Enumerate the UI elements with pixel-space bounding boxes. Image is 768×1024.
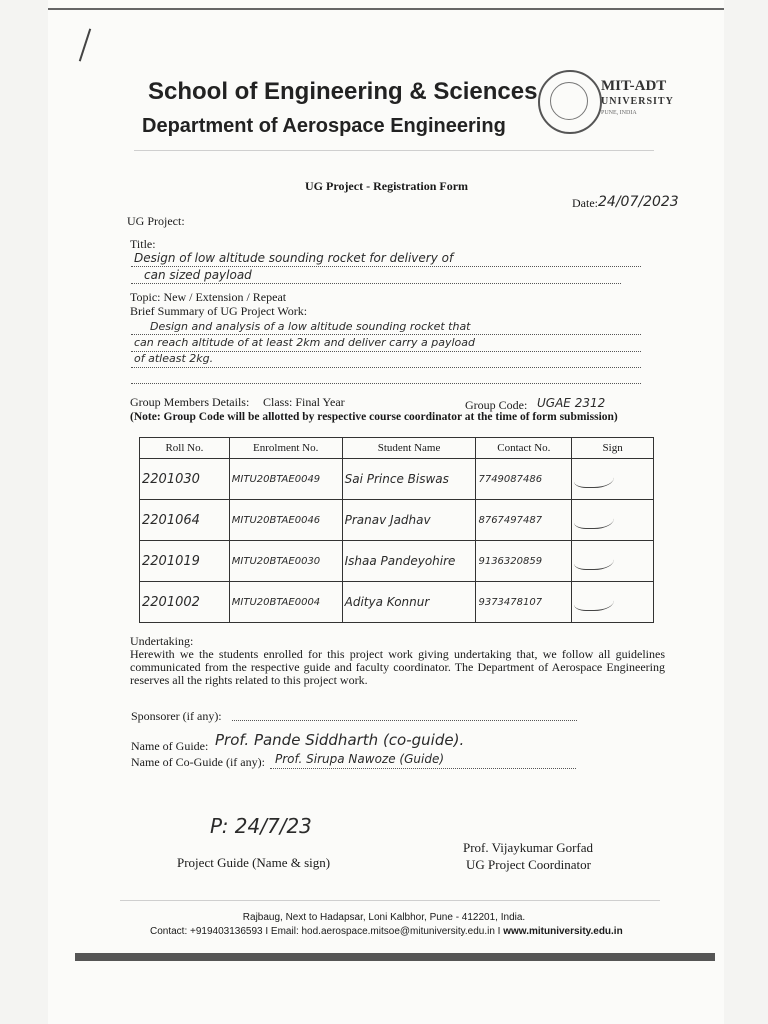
signature-cell: [572, 582, 654, 623]
contact-cell: 9373478107: [476, 582, 572, 623]
coguide-value: Prof. Sirupa Nawoze (Guide): [275, 752, 445, 766]
roll-no-cell: 2201002: [140, 582, 230, 623]
column-header: Sign: [572, 438, 654, 459]
project-title-line2: can sized payload: [144, 268, 252, 282]
coguide-dotted-line: [270, 768, 576, 769]
group-code-note: (Note: Group Code will be allotted by respective course coordinator at the time of form submission): [130, 411, 618, 423]
roll-no-cell: 2201019: [140, 541, 230, 582]
title-dotted-line: [131, 266, 641, 267]
footer-divider: [120, 900, 660, 901]
summary-dotted-line-4: [131, 383, 641, 384]
sponsorer-label: Sponsorer (if any):: [131, 709, 222, 723]
ug-project-label: UG Project:: [127, 214, 185, 228]
university-seal-icon: [538, 70, 602, 134]
summary-label: Brief Summary of UG Project Work:: [130, 304, 308, 318]
coguide-label: Name of Co-Guide (if any):: [131, 755, 265, 769]
sponsorer-dotted-line: [232, 720, 577, 721]
logo-location: PUNE, INDIA: [601, 110, 637, 116]
summary-line3: of atleast 2kg.: [134, 352, 214, 365]
enrolment-cell: MITU20BTAE0049: [229, 459, 342, 500]
table-row: [140, 500, 654, 541]
column-header: Contact No.: [476, 438, 572, 459]
student-name-cell: Ishaa Pandeyohire: [342, 541, 476, 582]
student-name-cell: Aditya Konnur: [342, 582, 476, 623]
group-code-label: Group Code:: [465, 398, 528, 412]
group-code-value: UGAE 2312: [537, 396, 606, 410]
footer-contact-text: Contact: +919403136593 I Email: hod.aerospace.mitsoe@mituniversity.edu.in I: [150, 926, 504, 937]
column-header: Student Name: [342, 438, 476, 459]
footer-website-link[interactable]: www.mituniversity.edu.in: [503, 926, 623, 937]
contact-cell: 7749087486: [476, 459, 572, 500]
top-edge-line: [48, 8, 724, 10]
signature-mark: [574, 467, 614, 488]
header-divider: [134, 150, 654, 151]
table-row: [140, 541, 654, 582]
signature-cell: [572, 541, 654, 582]
roll-no-cell: 2201064: [140, 500, 230, 541]
footer-address: Rajbaug, Next to Hadapsar, Loni Kalbhor, Pune - 412201, India.: [242, 912, 526, 923]
undertaking-text: Herewith we the students enrolled for this project work giving undertaking that, we follow all guidelines communicated from the respective guide and faculty coordinator. The Department of Aerospace Engineering reserves all the rights related to this project work.: [130, 647, 665, 687]
signature-cell: [572, 459, 654, 500]
form-title: UG Project - Registration Form: [305, 179, 469, 193]
project-title-line1: Design of low altitude sounding rocket for delivery of: [134, 251, 454, 265]
group-members-table: [139, 437, 654, 623]
summary-dotted-line-3: [131, 367, 641, 368]
title-dotted-line-2: [131, 283, 621, 284]
enrolment-cell: MITU20BTAE0030: [229, 541, 342, 582]
contact-cell: 8767497487: [476, 500, 572, 541]
school-title: School of Engineering & Sciences: [148, 78, 538, 105]
date-value: 24/07/2023: [598, 194, 679, 210]
summary-dotted-line: [131, 334, 641, 335]
coordinator-name: Prof. Vijaykumar Gorfad: [463, 840, 594, 855]
date-label: Date:: [572, 196, 598, 210]
guide-label: Name of Guide:: [131, 739, 209, 753]
logo-name: MIT-ADT: [601, 78, 667, 94]
contact-cell: 9136320859: [476, 541, 572, 582]
table-header-row: [140, 438, 654, 459]
student-name-cell: Pranav Jadhav: [342, 500, 476, 541]
guide-caption: Project Guide (Name & sign): [177, 855, 331, 870]
group-members-label: Group Members Details:: [130, 395, 250, 409]
footer-contact: [150, 926, 623, 937]
logo-subtitle: UNIVERSITY: [601, 96, 674, 107]
column-header: Enrolment No.: [229, 438, 342, 459]
table-row: [140, 459, 654, 500]
roll-no-cell: 2201030: [140, 459, 230, 500]
column-header: Roll No.: [140, 438, 230, 459]
undertaking-label: Undertaking:: [130, 634, 194, 648]
department-title: Department of Aerospace Engineering: [142, 115, 506, 137]
table-row: [140, 582, 654, 623]
summary-line2: can reach altitude of at least 2km and deliver carry a payload: [134, 336, 476, 349]
title-label: Title:: [130, 237, 156, 251]
student-name-cell: Sai Prince Biswas: [342, 459, 476, 500]
signature-mark: [574, 590, 614, 611]
coordinator-title: UG Project Coordinator: [466, 857, 591, 872]
guide-value: Prof. Pande Siddharth (co-guide).: [215, 731, 465, 749]
bottom-bar: [75, 953, 715, 961]
enrolment-cell: MITU20BTAE0046: [229, 500, 342, 541]
topic-label: Topic: New / Extension / Repeat: [130, 290, 287, 304]
signature-cell: [572, 500, 654, 541]
class-label: Class: Final Year: [263, 395, 345, 409]
signature-mark: [574, 549, 614, 570]
signature-mark: [574, 508, 614, 529]
summary-line1: Design and analysis of a low altitude sounding rocket that: [150, 320, 471, 333]
enrolment-cell: MITU20BTAE0004: [229, 582, 342, 623]
guide-signature: P: 24/7/23: [210, 814, 312, 838]
